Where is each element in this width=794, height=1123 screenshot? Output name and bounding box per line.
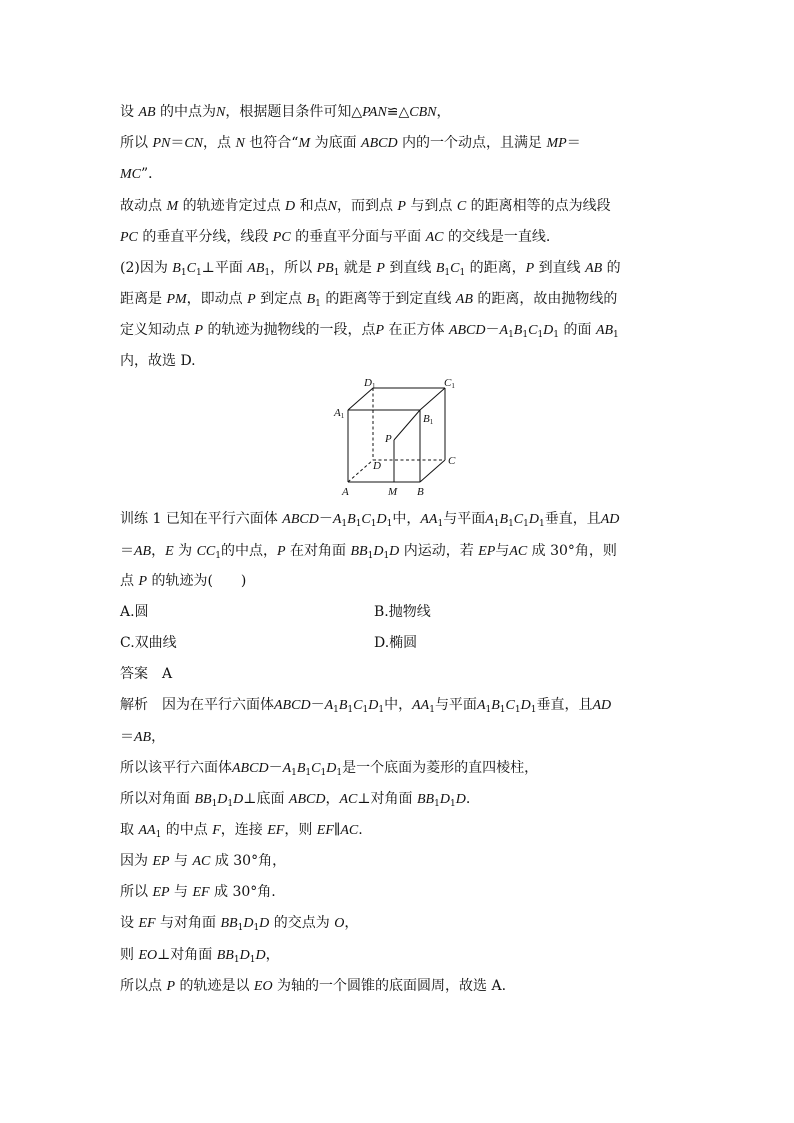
analysis-label: 解析 <box>120 697 148 713</box>
answer-line <box>120 664 172 684</box>
exercise-line-1: 训练 1 已知在平行六面体 $ABCD-A_1B_1C_1D_1$中，$AA_1$与平面$A_1B_1C_1D_1$垂直，且AD <box>120 511 620 529</box>
cube-figure <box>330 374 470 502</box>
label-a: A <box>342 486 349 498</box>
analysis-line-8: 设 EF 与对角面 $BB_1D_1D$ 的交点为 O， <box>120 915 359 933</box>
option-c: C.双曲线 <box>120 635 177 651</box>
option-b: B.抛物线 <box>374 604 431 620</box>
solution-line-6: (2)因为 $B_1C_1\perp$平面 $AB_1$，所以 $PB_1$ 就是 P 到直线 $B_1C_1$ 的距离，P 到直线 AB 的 <box>120 260 621 278</box>
answer-label: 答案 <box>120 666 148 682</box>
answer-value: A <box>162 666 173 682</box>
edge-b-c <box>420 460 445 482</box>
analysis-line-1: 解析 因为在平行六面体$ABCD-A_1B_1C_1D_1$中，$AA_1$与平面$A_1B_1C_1D_1$垂直，且AD <box>120 697 612 715</box>
solution-line-1: 设 AB 的中点为N，根据题目条件可知△PAN≌△CBN， <box>120 104 451 120</box>
edge-b1-c1 <box>420 388 445 410</box>
exercise-line-3: 点 P 的轨迹为( ) <box>120 573 247 589</box>
label-p: P <box>385 433 392 445</box>
label-b: B <box>417 486 424 498</box>
solution-line-9: 内，故选 D. <box>120 353 196 369</box>
solution-line-3: MC”． <box>120 166 163 182</box>
analysis-line-3: 所以该平行六面体$ABCD-A_1B_1C_1D_1$是一个底面为菱形的直四棱柱， <box>120 760 539 778</box>
analysis-line-2: ＝AB， <box>120 729 166 745</box>
label-d1: D1 <box>364 377 376 390</box>
analysis-line-9: 则 EO⊥对角面 $BB_1D_1D$， <box>120 947 280 965</box>
analysis-line-6: 因为 EP 与 AC 成 30°角， <box>120 853 287 869</box>
analysis-line-10: 所以点 P 的轨迹是以 EO 为轴的一个圆锥的底面圆周，故选 A. <box>120 978 507 994</box>
label-c: C <box>448 455 456 467</box>
option-a: A.圆 <box>120 604 149 620</box>
solution-line-5: PC 的垂直平分线，线段 PC 的垂直平分面与平面 AC 的交线是一直线. <box>120 229 551 245</box>
solution-line-7: 距离是 PM，即动点 P 到定点 $B_1$ 的距离等于到定直线 AB 的距离，故由抛物线的 <box>120 291 618 309</box>
analysis-line-5: 取 $AA_1$ 的中点 F，连接 EF，则 EF∥AC. <box>120 822 363 840</box>
edge-a-d-hidden <box>348 460 373 482</box>
exercise-line-2: ＝AB，E 为 $CC_1$的中点，P 在对角面 $BB_1D_1D$ 内运动，若 EP与AC 成 30°角，则 <box>120 543 617 561</box>
label-c1: C1 <box>444 377 455 390</box>
label-a1: A1 <box>334 407 345 420</box>
solution-line-8: 定义知动点 P 的轨迹为抛物线的一段，点P 在正方体 $ABCD-A_1B_1C_1D_1$ 的面 $AB_1$ <box>120 322 619 340</box>
solution-line-4: 故动点 M 的轨迹肯定过点 D 和点N，而到点 P 与到点 C 的距离相等的点为线段 <box>120 198 611 214</box>
segment-b1-p <box>394 410 420 440</box>
label-b1: B1 <box>423 413 434 426</box>
label-m: M <box>388 486 398 498</box>
analysis-line-4: 所以对角面 $BB_1D_1D\perp$底面 ABCD，AC⊥对角面 $BB_1D_1D$. <box>120 791 471 809</box>
option-d: D.椭圆 <box>374 635 418 651</box>
analysis-line-7: 所以 EP 与 EF 成 30°角. <box>120 884 276 900</box>
label-d: D <box>373 460 381 472</box>
edge-a1-d1 <box>348 388 373 410</box>
solution-line-2: 所以 PN＝CN，点 N 也符合“M 为底面 ABCD 内的一个动点，且满足 MP＝ <box>120 135 581 151</box>
